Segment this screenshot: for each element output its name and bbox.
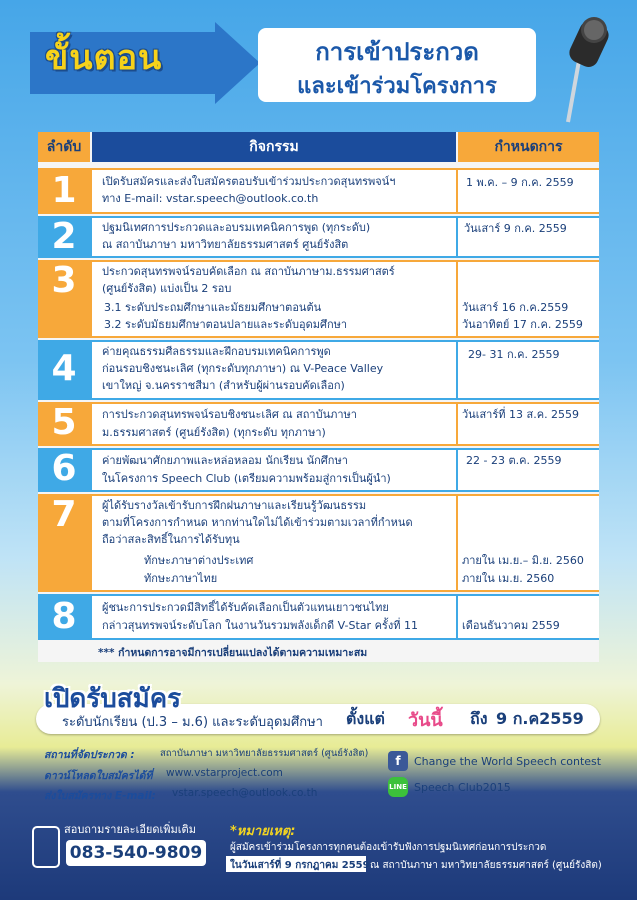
- row-number: 6: [51, 448, 77, 489]
- steps-title: ขั้นตอน: [45, 38, 163, 78]
- row-number: 1: [51, 170, 77, 211]
- row-activity: [92, 450, 456, 490]
- phone-number[interactable]: 083-540-9809: [69, 843, 203, 863]
- venue-value: สถาบันภาษา มหาวิทยาลัยธรรมศาสตร์ (ศูนย์รังสิต): [160, 748, 369, 759]
- line-label: Speech Club2015: [414, 780, 511, 794]
- header-activity: กิจกรรม: [92, 132, 456, 162]
- date-line: วันเสาร์ 16 ก.ค.2559: [462, 301, 569, 314]
- row-number: 5: [51, 402, 77, 443]
- table-row: [38, 168, 599, 214]
- microphone-icon: [540, 14, 620, 124]
- registration-today: วันนี้: [408, 710, 443, 731]
- venue-label: สถานที่จัดประกวด :: [44, 749, 135, 761]
- remark-line1: ผู้สมัครเข้าร่วมโครงการทุกคนต้องเข้ารับฟังการปฐมนิเทศก่อนการประกวด: [230, 842, 547, 853]
- title-line1: การเข้าประกวด: [315, 38, 479, 66]
- date-line: ภายใน เม.ย.– มิ.ย. 2560: [462, 554, 584, 567]
- activity-line: กล่าวสุนทรพจน์ระดับโลก ในงานวันรวมพลังเด็กดี V-Star ครั้งที่ 11: [102, 619, 418, 632]
- activity-line: ค่ายคุณธรรมศีลธรรมและฝึกอบรมเทคนิคการพูด: [102, 345, 331, 358]
- registration-level: ระดับนักเรียน (ป.3 – ม.6) และระดับอุดมศึกษา: [62, 715, 323, 730]
- activity-line: ผู้ชนะการประกวดมีสิทธิ์ได้รับคัดเลือกเป็นตัวแทนเยาวชนไทย: [102, 601, 389, 614]
- activity-line: ปฐมนิเทศการประกวดและอบรมเทคนิคการพูด (ทุกระดับ): [102, 221, 371, 234]
- title-line2: และเข้าร่วมโครงการ: [297, 74, 497, 99]
- registration-from: ตั้งแต่: [346, 709, 385, 728]
- row-number: 2: [51, 216, 77, 257]
- facebook-label: Change the World Speech contest: [414, 754, 602, 768]
- row-activity: [92, 596, 456, 638]
- row-date: [458, 596, 599, 638]
- row-date: [458, 262, 599, 336]
- row-activity: [92, 496, 456, 590]
- row-activity: [92, 404, 456, 444]
- activity-line: ม.ธรรมศาสตร์ (ศูนย์รังสิต) (ทุกระดับ ทุกภาษา): [102, 426, 326, 439]
- schedule-table: [38, 132, 599, 662]
- activity-line: ในโครงการ Speech Club (เตรียมความพร้อมสู่การเป็นผู้นำ): [102, 472, 391, 485]
- row-number: 3: [51, 260, 77, 301]
- registration-title: เปิดรับสมัคร: [44, 684, 182, 714]
- row-date: [458, 342, 599, 398]
- activity-line: ทักษะภาษาไทย: [144, 572, 218, 585]
- facebook-icon: f: [388, 751, 408, 771]
- date-line: 22 - 23 ต.ค. 2559: [466, 454, 562, 467]
- row-activity: [92, 218, 456, 256]
- row-number: 8: [51, 596, 77, 637]
- date-line: เดือนธันวาคม 2559: [462, 619, 560, 632]
- header-number: ลำดับ: [38, 132, 90, 162]
- phone-icon: [32, 826, 60, 868]
- row-date: [458, 450, 599, 490]
- date-line: วันอาทิตย์ 17 ก.ค. 2559: [462, 318, 583, 331]
- activity-line: (ศูนย์รังสิต) แบ่งเป็น 2 รอบ: [102, 282, 232, 295]
- registration-deadline: 9 ก.ค2559: [496, 709, 584, 728]
- row-number: 7: [51, 494, 77, 535]
- activity-line: เขาใหญ่ จ.นครราชสีมา (สำหรับผู้ผ่านรอบคัดเลือก): [102, 379, 345, 392]
- activity-line: ทาง E-mail: vstar.speech@outlook.co.th: [102, 192, 319, 205]
- schedule-note: *** กำหนดการอาจมีการเปลี่ยนแปลงได้ตามความเหมาะสม: [98, 647, 368, 659]
- contact-label: สอบถามรายละเอียดเพิ่มเติม: [64, 823, 196, 836]
- activity-line: ตามที่โครงการกำหนด หากท่านใดไม่ได้เข้าร่วมตามเวลาที่กำหนด: [102, 516, 413, 529]
- date-line: 1 พ.ค. – 9 ก.ค. 2559: [466, 176, 574, 189]
- table-row: [38, 216, 599, 258]
- row-number: 4: [51, 348, 77, 389]
- table-row: [38, 260, 599, 338]
- activity-line: ผู้ได้รับรางวัลเข้ารับการฝึกฝนภาษาและเรียนรู้วัฒนธรรม: [102, 499, 367, 512]
- row-date: [458, 170, 599, 212]
- activity-line: ค่ายพัฒนาศักยภาพและหล่อหลอม นักเรียน นักศึกษา: [102, 454, 348, 467]
- table-row: [38, 448, 599, 492]
- line-item[interactable]: [388, 777, 511, 797]
- activity-line: 3.2 ระดับมัธยมศึกษาตอนปลายและระดับอุดมศึกษา: [104, 318, 348, 331]
- row-date: [458, 404, 599, 444]
- download-label: ดาวน์โหลดใบสมัครได้ที่: [44, 770, 153, 782]
- table-row: [38, 494, 599, 592]
- table-row: [38, 402, 599, 446]
- email-label: ส่งใบสมัครทาง E-mail:: [44, 790, 156, 802]
- activity-line: เปิดรับสมัครและส่งใบสมัครตอบรับเข้าร่วมประกวดสุนทรพจน์ฯ: [102, 175, 396, 188]
- row-activity: [92, 342, 456, 398]
- date-line: 29- 31 ก.ค. 2559: [468, 348, 560, 361]
- row-activity: [92, 170, 456, 212]
- email-link[interactable]: vstar.speech@outlook.co.th: [172, 787, 318, 799]
- activity-line: 3.1 ระดับประถมศึกษาและมัธยมศึกษาตอนต้น: [104, 301, 322, 314]
- row-date: [458, 218, 599, 256]
- remark-line2-date: ในวันเสาร์ที่ 9 กรกฎาคม 2559: [230, 860, 370, 871]
- activity-line: ทักษะภาษาต่างประเทศ: [144, 554, 254, 567]
- line-app-icon: LINE: [388, 777, 408, 797]
- activity-line: ก่อนรอบชิงชนะเลิศ (ทุกระดับทุกภาษา) ณ V-Peace Valley: [102, 362, 384, 375]
- remark-label: *หมายเหตุ:: [230, 824, 296, 839]
- date-line: วันเสาร์ที่ 13 ส.ค. 2559: [462, 408, 580, 421]
- download-link[interactable]: www.vstarproject.com: [166, 767, 283, 779]
- activity-line: ถือว่าสละสิทธิ์ในการได้รับทุน: [102, 533, 240, 546]
- remark-line2-venue: ณ สถาบันภาษา มหาวิทยาลัยธรรมศาสตร์ (ศูนย์รังสิต): [370, 860, 602, 871]
- activity-line: ประกวดสุนทรพจน์รอบคัดเลือก ณ สถาบันภาษาม.ธรรมศาสตร์: [102, 265, 395, 278]
- table-row: [38, 594, 599, 640]
- date-line: วันเสาร์ 9 ก.ค. 2559: [464, 222, 567, 235]
- header-date: กำหนดการ: [458, 132, 599, 162]
- registration-to: ถึง: [470, 709, 488, 728]
- date-line: ภายใน เม.ย. 2560: [462, 572, 555, 585]
- row-activity: [92, 262, 456, 336]
- activity-line: การประกวดสุนทรพจน์รอบชิงชนะเลิศ ณ สถาบันภาษา: [102, 408, 357, 421]
- facebook-item[interactable]: [388, 751, 601, 771]
- activity-line: ณ สถาบันภาษา มหาวิทยาลัยธรรมศาสตร์ ศูนย์รังสิต: [102, 238, 349, 251]
- table-row: [38, 340, 599, 400]
- row-date: [458, 496, 599, 590]
